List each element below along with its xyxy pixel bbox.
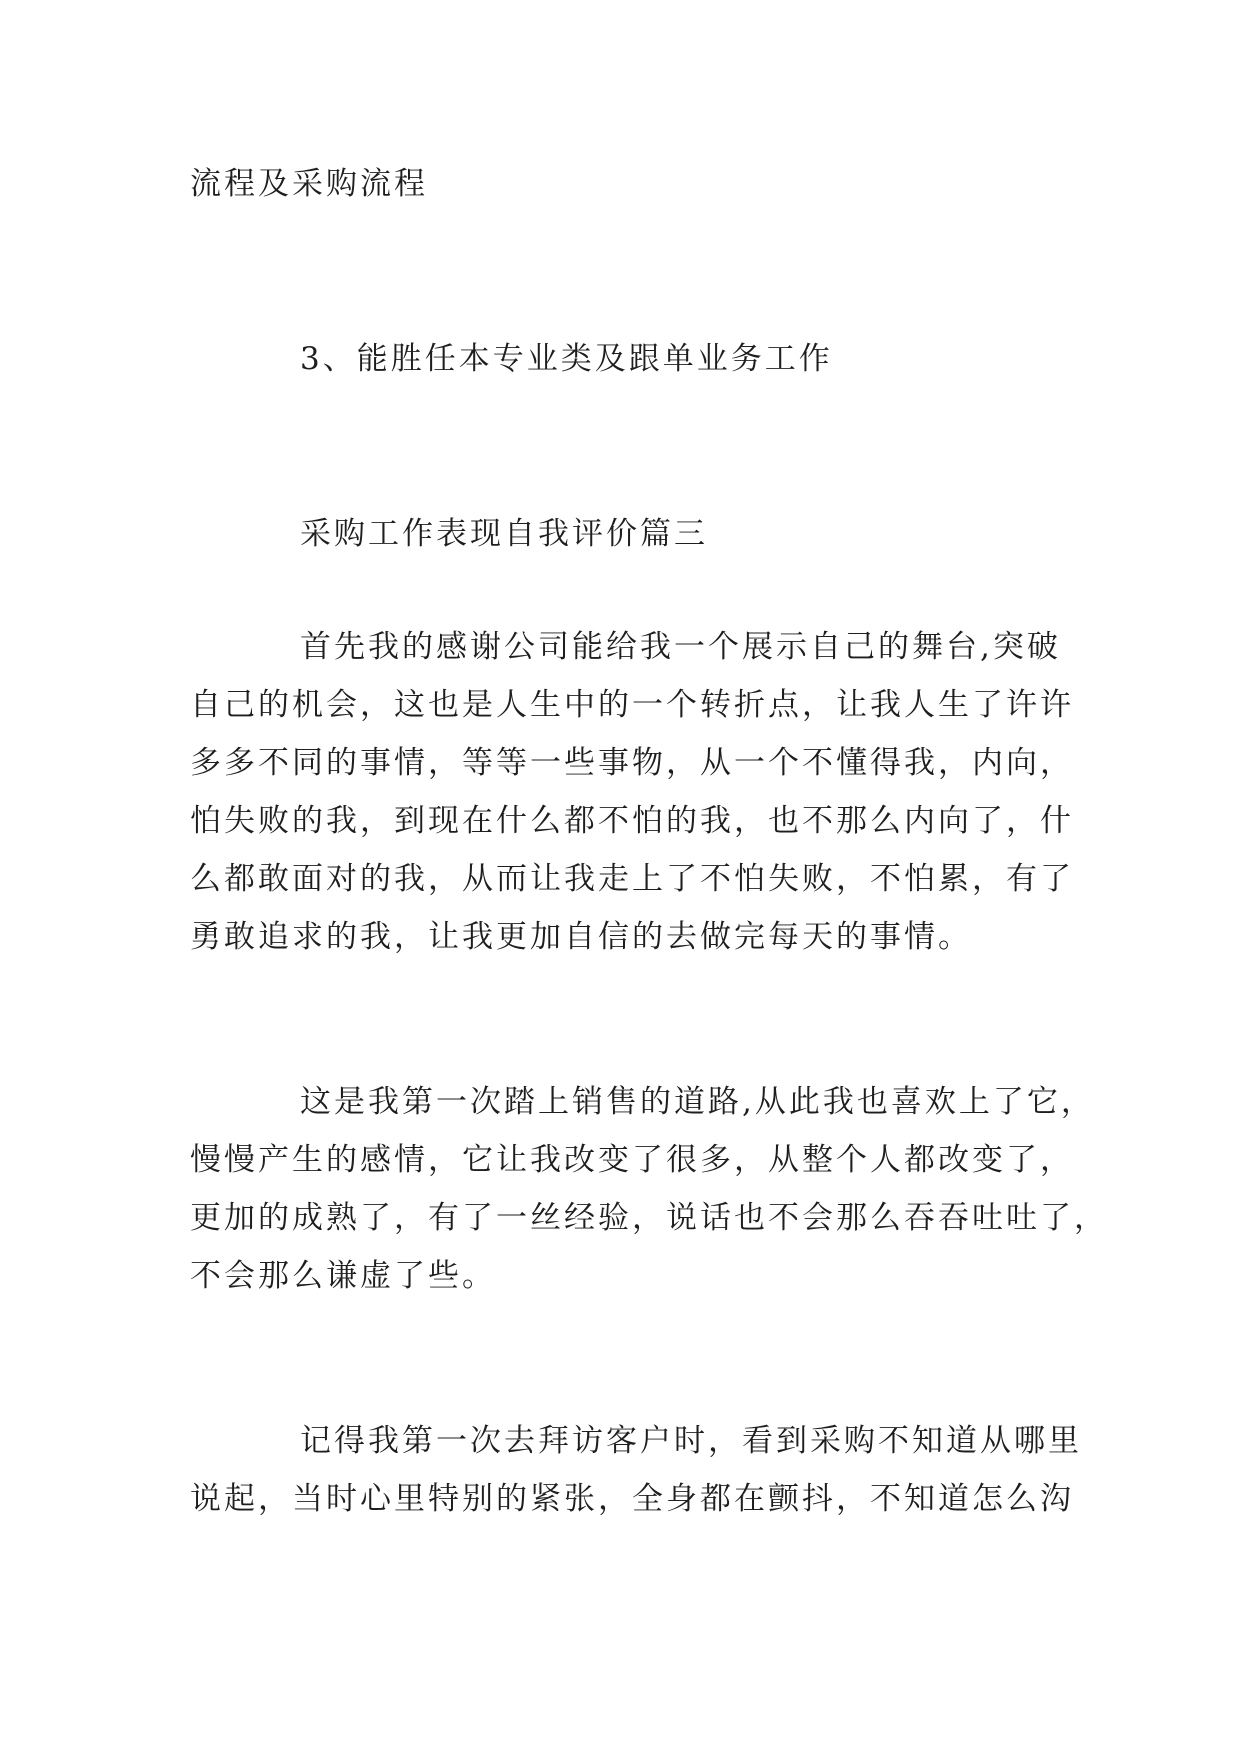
section-heading: 采购工作表现自我评价篇三: [300, 516, 708, 552]
paragraph-line: 怕失败的我，到现在什么都不怕的我，也不那么内向了，什: [190, 803, 1074, 839]
paragraph-line: 说起，当时心里特别的紧张，全身都在颤抖，不知道怎么沟: [190, 1481, 1074, 1517]
paragraph-line: 不会那么谦虚了些。: [190, 1258, 496, 1294]
paragraph-line: 自己的机会，这也是人生中的一个转折点，让我人生了许许: [190, 687, 1074, 723]
paragraph-line: 这是我第一次踏上销售的道路,从此我也喜欢上了它，: [300, 1084, 1095, 1120]
paragraph-line: 更加的成熟了，有了一丝经验，说话也不会那么吞吞吐吐了，: [190, 1200, 1108, 1236]
paragraph-line: 慢慢产生的感情，它让我改变了很多，从整个人都改变了，: [190, 1142, 1074, 1178]
paragraph-line: 勇敢追求的我，让我更加自信的去做完每天的事情。: [190, 919, 972, 955]
text-line: 流程及采购流程: [190, 166, 428, 202]
paragraph-line: 么都敢面对的我，从而让我走上了不怕失败，不怕累，有了: [190, 861, 1074, 897]
paragraph-line: 首先我的感谢公司能给我一个展示自己的舞台,突破: [300, 629, 1061, 665]
paragraph-line: 记得我第一次去拜访客户时，看到采购不知道从哪里: [300, 1423, 1082, 1459]
list-item: 3、能胜任本专业类及跟单业务工作: [300, 341, 833, 377]
paragraph-line: 多多不同的事情，等等一些事物，从一个不懂得我，内向，: [190, 745, 1074, 781]
